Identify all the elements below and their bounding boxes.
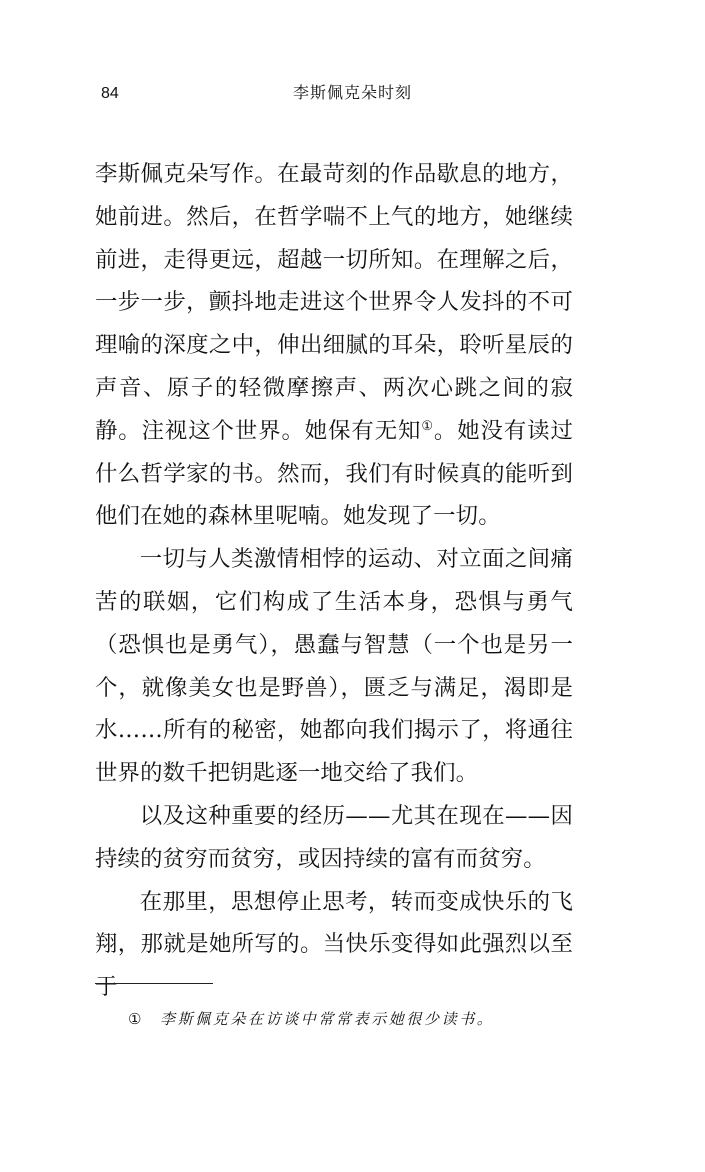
footnote: [128, 1008, 573, 1030]
footnote-text: 李斯佩克朵在访谈中常常表示她很少读书。: [160, 1010, 495, 1028]
paragraph-1-text-a: 李斯佩克朵写作。在最苛刻的作品歇息的地方，她前进。然后，在哲学喘不上气的地方，她继续前进，走得更远，超越一切所知。在理解之后，一步一步，颤抖地走进这个世界令人发抖的不可理喻的深度之中，伸出细腻的耳朵，聆听星辰的声音、原子的轻微摩擦声、两次心跳之间的寂静。注视这个世界。她保有无知: [95, 161, 573, 444]
running-title: 李斯佩克朵时刻: [292, 83, 412, 102]
paragraph-3: 以及这种重要的经历——尤其在现在——因持续的贫穷而贫穷，或因持续的富有而贫穷。: [95, 802, 573, 872]
page-number: 84: [101, 85, 119, 102]
footnote-reference[interactable]: ①: [421, 418, 434, 434]
paragraph-4: 在那里，思想停止思考，转而变成快乐的飞翔，那就是她所写的。当快乐变得如此强烈以至于: [95, 888, 573, 1001]
footnote-marker: ①: [128, 1010, 142, 1028]
footnote-divider: [95, 983, 213, 984]
body-text: [95, 153, 573, 1009]
paragraph-1-text-b: 。她没有读过什么哲学家的书。然而，我们有时候真的能听到他们在她的森林里呢喃。她发现了一切。: [95, 417, 573, 530]
paragraph-1: [95, 153, 573, 538]
paragraph-2: 一切与人类激情相悖的运动、对立面之间痛苦的联姻，它们构成了生活本身，恐惧与勇气（恐惧也是勇气），愚蠢与智慧（一个也是另一个，就像美女也是野兽），匮乏与满足，渴即是水……所有的秘密，她都向我们揭示了，将通往世界的数千把钥匙逐一地交给了我们。: [95, 546, 573, 787]
